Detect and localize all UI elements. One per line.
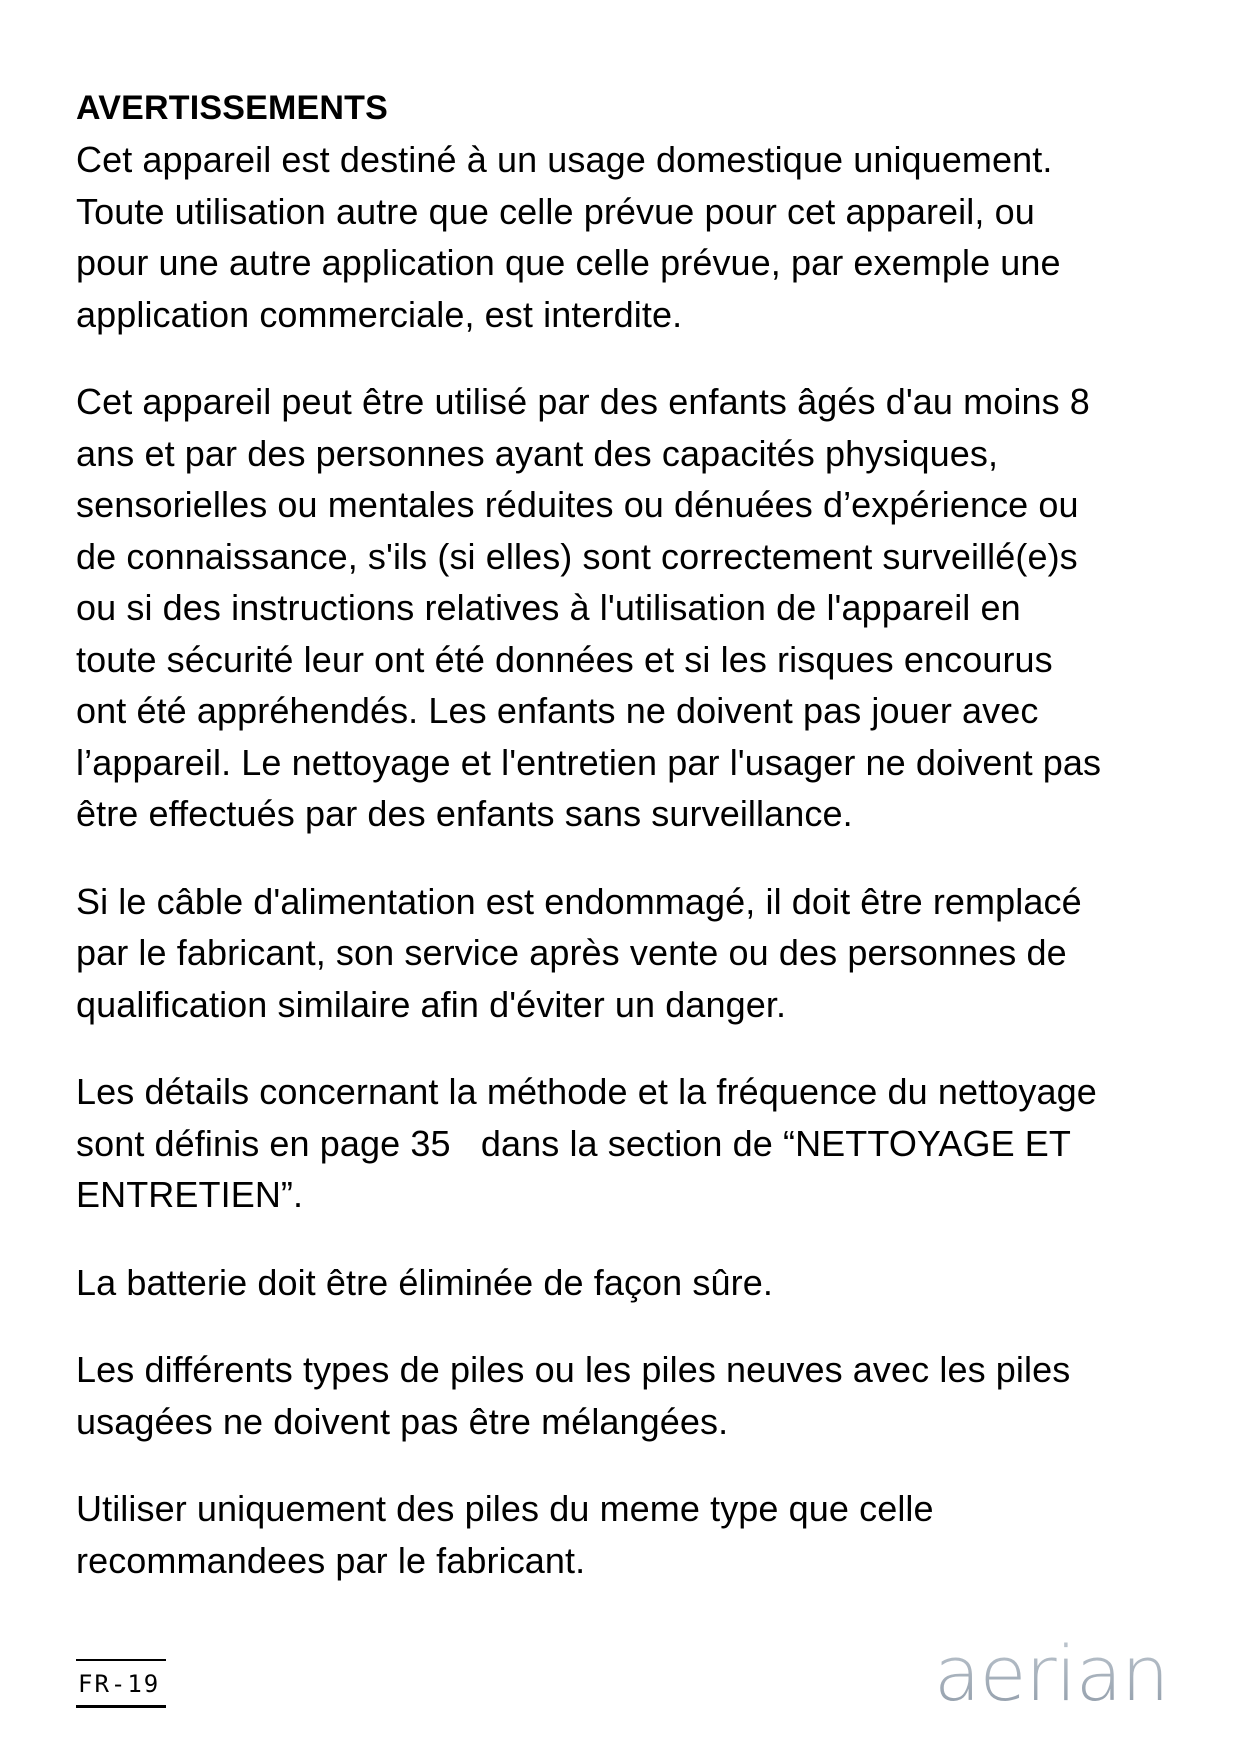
text-line: ENTRETIEN”.	[76, 1174, 304, 1215]
paragraph-children-use	[76, 376, 1186, 840]
text-line: ans et par des personnes ayant des capacités physiques,	[76, 432, 999, 474]
text-line: par le fabricant, son service après vente ou des personnes de	[76, 932, 1067, 973]
aerian-logo	[930, 1630, 1180, 1725]
text-line: recommandees par le fabricant.	[76, 1539, 586, 1581]
paragraph-power-cable	[76, 876, 1186, 1031]
text-line: sont définis en page 35 dans la section de “NETTOYAGE ET	[76, 1122, 1071, 1164]
text-line: qualification similaire afin d'éviter un danger.	[76, 983, 787, 1025]
text-line: ont été appréhendés. Les enfants ne doivent pas jouer avec	[76, 690, 1039, 731]
text-line: Toute utilisation autre que celle prévue pour cet appareil, ou	[76, 190, 1035, 232]
text-line: être effectués par des enfants sans surveillance.	[76, 793, 853, 834]
text-line: usagées ne doivent pas être mélangées.	[76, 1400, 729, 1442]
footer-divider	[76, 1705, 166, 1708]
text-line: toute sécurité leur ont été données et si les risques encourus	[76, 638, 1053, 680]
paragraph-battery-type	[76, 1483, 1186, 1586]
text-line: Les différents types de piles ou les piles neuves avec les piles	[76, 1349, 1071, 1390]
paragraph-cleaning-reference	[76, 1066, 1186, 1221]
text-line: Les détails concernant la méthode et la fréquence du nettoyage	[76, 1071, 1097, 1112]
text-line: Si le câble d'alimentation est endommagé, il doit être remplacé	[76, 880, 1082, 922]
page-number: FR-19	[78, 1670, 161, 1698]
text-line: sensorielles ou mentales réduites ou dénuées d’expérience ou	[76, 484, 1079, 525]
text-line: Cet appareil est destiné à un usage domestique uniquement.	[76, 139, 1053, 180]
warnings-section	[76, 82, 1186, 1622]
text-line: La batterie doit être éliminée de façon sûre.	[76, 1261, 773, 1303]
text-line: Cet appareil peut être utilisé par des enfants âgés d'au moins 8	[76, 381, 1090, 422]
text-line: de connaissance, s'ils (si elles) sont correctement surveillé(e)s	[76, 535, 1078, 577]
text-line: l’appareil. Le nettoyage et l'entretien par l'usager ne doivent pas	[76, 741, 1102, 783]
paragraph-battery-mixing	[76, 1344, 1186, 1447]
text-line: Utiliser uniquement des piles du meme type que celle	[76, 1488, 934, 1529]
text-line: pour une autre application que celle prévue, par exemple une	[76, 242, 1061, 283]
paragraph-domestic-use	[76, 134, 1186, 340]
logo-text: aerian	[934, 1630, 1169, 1718]
text-line: ou si des instructions relatives à l'utilisation de l'appareil en	[76, 587, 1021, 628]
section-heading: AVERTISSEMENTS	[76, 89, 388, 127]
text-line: application commerciale, est interdite.	[76, 293, 683, 335]
page-footer	[76, 1659, 166, 1708]
paragraph-battery-disposal	[76, 1257, 1186, 1309]
